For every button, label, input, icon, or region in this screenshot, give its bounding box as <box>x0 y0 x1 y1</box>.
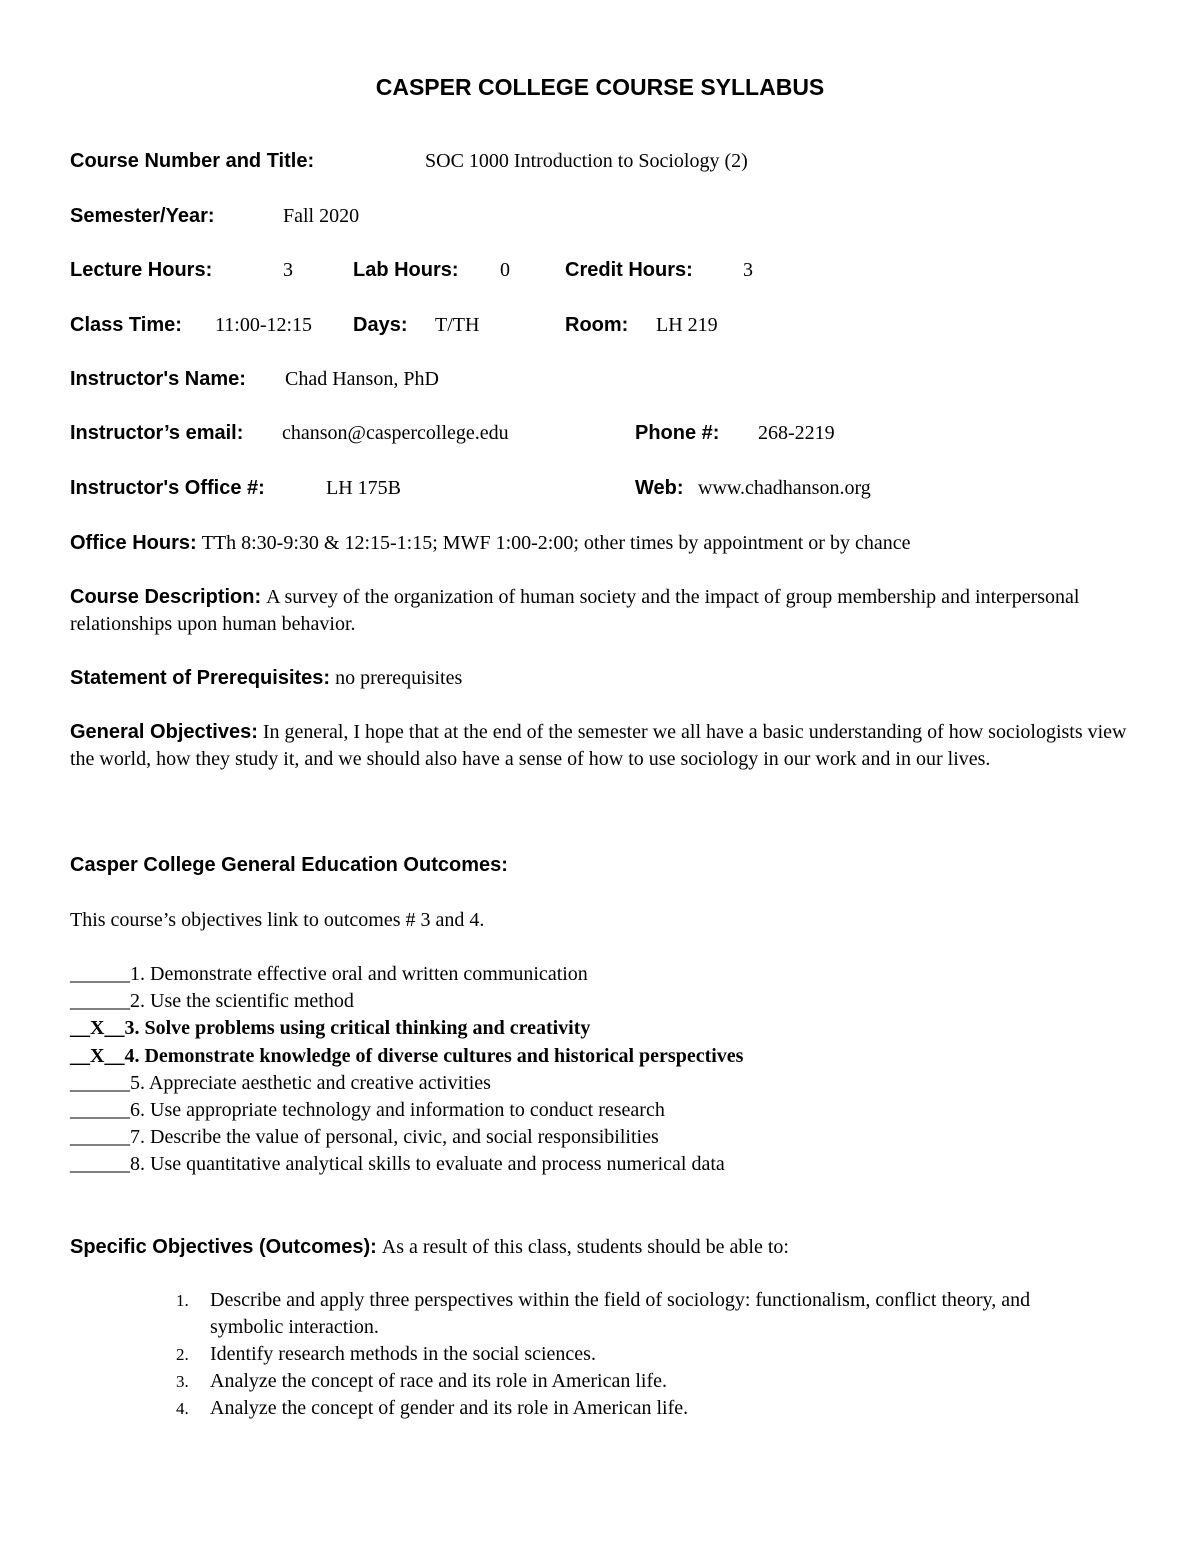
credit-hours-value: 3 <box>743 259 753 281</box>
course-value: SOC 1000 Introduction to Sociology (2) <box>425 150 748 172</box>
list-item-number: 3. <box>176 1372 189 1391</box>
list-item <box>168 1341 1088 1368</box>
specific-objectives <box>70 1234 1130 1261</box>
lecture-hours-value: 3 <box>283 259 293 281</box>
instructor-office-value: LH 175B <box>326 477 401 499</box>
specific-objectives-intro: As a result of this class, students should be able to: <box>381 1236 789 1258</box>
course-description-value: A survey of the organization of human society and the impact of group membership and interpersonal relationships upon human behavior. <box>70 586 1080 635</box>
list-item-text: Analyze the concept of gender and its role in American life. <box>210 1397 689 1419</box>
gen-ed-intro: This course’s objectives link to outcomes # 3 and 4. <box>70 909 485 931</box>
outcome-item: ______2. Use the scientific method <box>70 990 354 1013</box>
outcome-item: ______8. Use quantitative analytical skills to evaluate and process numerical data <box>70 1153 725 1176</box>
prerequisites-value: no prerequisites <box>335 667 463 689</box>
list-item-text: Identify research methods in the social sciences. <box>210 1343 596 1365</box>
web-value: www.chadhanson.org <box>698 477 871 499</box>
instructor-name-label: Instructor's Name: <box>70 368 246 390</box>
web-label: Web: <box>635 477 684 499</box>
list-item <box>168 1368 1088 1395</box>
instructor-office-label: Instructor's Office #: <box>70 477 265 499</box>
list-item-text: Describe and apply three perspectives within the field of sociology: functionalism, conflict theory, and symbolic interaction. <box>210 1289 1031 1338</box>
outcome-item: ______1. Demonstrate effective oral and written communication <box>70 963 588 985</box>
credit-hours-label: Credit Hours: <box>565 259 693 281</box>
list-item <box>168 1287 1088 1341</box>
course-description <box>70 584 1130 638</box>
gen-ed-outcomes-list <box>70 961 743 1179</box>
course-label: Course Number and Title: <box>70 150 315 172</box>
class-time-label: Class Time: <box>70 314 182 336</box>
office-hours-value: TTh 8:30-9:30 & 12:15-1:15; MWF 1:00-2:00; other times by appointment or by chance <box>201 532 911 554</box>
instructor-email-label: Instructor’s email: <box>70 422 244 444</box>
phone-value: 268-2219 <box>758 422 835 444</box>
office-hours-label: Office Hours: <box>70 532 197 554</box>
specific-objectives-label: Specific Objectives (Outcomes): <box>70 1236 377 1258</box>
room-value: LH 219 <box>656 314 718 336</box>
general-objectives-value: In general, I hope that at the end of the semester we all have a basic understanding of how sociologists view the world, how they study it, and we should also have a sense of how to use sociology in our work and in our lives. <box>70 721 1127 770</box>
general-objectives-label: General Objectives: <box>70 721 258 743</box>
prerequisites <box>70 665 1130 692</box>
course-description-label: Course Description: <box>70 586 262 608</box>
lab-hours-value: 0 <box>500 259 510 281</box>
room-label: Room: <box>565 314 629 336</box>
list-item-number: 4. <box>176 1399 189 1418</box>
page-title: CASPER COLLEGE COURSE SYLLABUS <box>375 74 825 100</box>
list-item <box>168 1395 1088 1422</box>
instructor-name-value: Chad Hanson, PhD <box>285 368 439 390</box>
days-value: T/TH <box>435 314 480 336</box>
outcome-item-selected: __X__4. Demonstrate knowledge of diverse cultures and historical perspectives <box>70 1044 744 1067</box>
lecture-hours-label: Lecture Hours: <box>70 259 213 281</box>
list-item-number: 1. <box>176 1291 189 1310</box>
days-label: Days: <box>353 314 408 336</box>
outcome-item-selected: __X__3. Solve problems using critical thinking and creativity <box>70 1017 591 1040</box>
class-time-value: 11:00-12:15 <box>215 314 313 336</box>
list-item-text: Analyze the concept of race and its role in American life. <box>210 1370 668 1392</box>
phone-label: Phone #: <box>635 422 720 444</box>
general-objectives <box>70 719 1130 773</box>
list-item-number: 2. <box>176 1345 189 1364</box>
semester-value: Fall 2020 <box>283 205 360 227</box>
semester-label: Semester/Year: <box>70 205 215 227</box>
specific-objectives-list <box>168 1287 1088 1422</box>
office-hours <box>70 530 1130 557</box>
lab-hours-label: Lab Hours: <box>353 259 459 281</box>
outcome-item: ______7. Describe the value of personal, civic, and social responsibilities <box>70 1126 659 1149</box>
prerequisites-label: Statement of Prerequisites: <box>70 667 331 689</box>
instructor-email-value: chanson@caspercollege.edu <box>282 422 509 444</box>
gen-ed-heading: Casper College General Education Outcomes: <box>70 854 508 876</box>
outcome-item: ______6. Use appropriate technology and information to conduct research <box>70 1099 665 1122</box>
outcome-item: ______5. Appreciate aesthetic and creative activities <box>70 1071 491 1094</box>
